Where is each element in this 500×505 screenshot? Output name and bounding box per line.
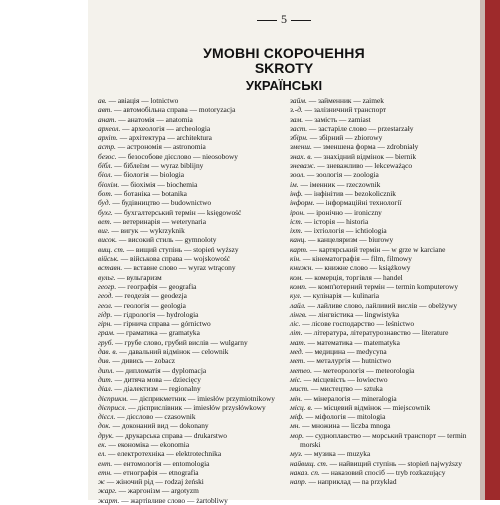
abbreviation-meaning: збірний — zbiorowy — [318, 133, 383, 143]
abbreviation-entry: міф. — міфологія — mitologia — [290, 412, 386, 422]
abbreviation-entry: анат. — анатомія — anatomia — [98, 114, 193, 124]
abbreviation-meaning: зменшена форма — zdrobniały — [322, 142, 419, 152]
abbreviation-entry: з.-д. — залізничний транспорт — [290, 105, 387, 115]
abbreviation-term: канц. — [290, 235, 307, 245]
abbreviation-term: муз. — [290, 449, 303, 459]
abbreviation-entry: займ. — займенник — zaimek — [290, 96, 384, 105]
abbreviation-entry: зоол. — зоологія — zoologia — [290, 170, 379, 180]
abbreviation-term: літ. — [290, 328, 303, 338]
abbreviation-entry: дипл. — дипломатія — dyplomacja — [98, 365, 207, 375]
abbreviation-entry: геол. — геологія — geologia — [98, 300, 186, 310]
book-page — [88, 0, 480, 505]
abbreviation-entry: мн. — множина — liczba mnoga — [290, 421, 391, 431]
abbreviation-term: ж — [98, 477, 105, 487]
abbreviation-meaning: дипломатія — dyplomacja — [125, 365, 207, 375]
red-cover-edge — [480, 0, 500, 500]
abbreviation-meaning: безособове дієслово — nieosobowy — [127, 151, 238, 161]
abbreviation-entry: комп. — комп'ютерний термін — termin komputerowy — [290, 281, 459, 291]
abbreviation-entry: дієприкм. — дієприкметник — imiesłów przymiotnikowy — [98, 393, 275, 403]
abbreviation-meaning: книжне слово — książkowy — [324, 263, 411, 273]
cover-edge-shade — [480, 0, 485, 500]
abbreviation-entry: заст. — застаріле слово — przestarzały — [290, 123, 414, 133]
abbreviation-meaning: судноплавство — морський транспорт — termin morski — [300, 430, 467, 449]
abbreviation-entry: ек. — економіка — ekonomia — [98, 439, 190, 449]
abbreviation-entry: книжн. — книжне слово — książkowy — [290, 263, 411, 273]
abbreviation-term: анат. — [98, 114, 117, 124]
abbreviation-entry: збірн. — збірний — zbiorowy — [290, 133, 383, 143]
abbreviation-entry: етн. — етнографія — etnografia — [98, 467, 199, 477]
abbreviation-meaning: біологія — biologia — [123, 170, 185, 180]
abbreviation-meaning: зоологія — zoologia — [316, 170, 379, 180]
abbreviation-entry: мат. — математика — matematyka — [290, 337, 400, 347]
abbreviation-term: біохім. — [98, 179, 120, 189]
abbreviation-entry: груб. — грубе слово, грубий вислів — wulgarny — [98, 337, 248, 347]
abbreviation-meaning: геодезія — geodezja — [124, 291, 187, 301]
abbreviation-entry: мет. — металургія — hutnictwo — [290, 356, 392, 366]
abbreviation-meaning: етнографія — etnografia — [123, 467, 199, 477]
abbreviation-entry: вет. — ветеринарія — weterynaria — [98, 216, 207, 226]
abbreviation-term: найвищ. ст. — [290, 458, 328, 468]
abbreviation-term: військ. — [98, 254, 119, 264]
abbreviation-entry: лінгв. — лінгвістика — lingwistyka — [290, 309, 400, 319]
abbreviation-entry: муз. — музика — muzyka — [290, 449, 371, 459]
abbreviation-term: жарт. — [98, 495, 120, 505]
abbreviation-meaning: медицина — medycyna — [314, 347, 387, 357]
abbreviation-term: дієприсл. — [98, 402, 127, 412]
abbreviation-entry: зменш. — зменшена форма — zdrobniały — [290, 142, 419, 152]
abbreviation-entry: іхт. — іхтіологія — ichtiologia — [290, 226, 387, 236]
abbreviation-meaning: жаргонізм — argotyzm — [127, 486, 199, 496]
abbreviation-term: дієприкм. — [98, 393, 129, 403]
abbreviation-meaning: бухгалтерський термін — księgowość — [123, 207, 242, 217]
abbreviation-meaning: анатомія — anatomia — [127, 114, 193, 124]
abbreviation-term: наказ. сп. — [290, 467, 320, 477]
abbreviation-entry: ж — жіночий рід — rodzaj żeński — [98, 477, 204, 487]
abbreviation-term: лайл. — [290, 300, 306, 310]
abbreviation-meaning: вульгаризм — [126, 272, 162, 282]
abbreviation-meaning: картярський термін — w grze w karciane — [318, 244, 446, 254]
abbreviation-entry: дав. в. — давальний відмінок — celownik — [98, 347, 229, 357]
abbreviation-term: книжн. — [290, 263, 314, 273]
abbreviation-term: етн. — [98, 467, 113, 477]
abbreviation-term: ірон. — [290, 207, 305, 217]
abbreviation-meaning: інформаційні технології — [325, 198, 402, 208]
abbreviation-entry: літ. — література, літературознавство — literature — [290, 328, 449, 338]
abbreviation-entry: військ. — військова справа — wojskowość — [98, 254, 231, 264]
abbreviation-term: мат. — [290, 337, 306, 347]
left-column — [98, 96, 286, 505]
abbreviation-term: грам. — [98, 328, 115, 338]
abbreviation-entry: зневаж. — зневажливо — lekceważąco — [290, 161, 413, 171]
page-number-dash-left — [257, 20, 277, 21]
abbreviation-entry: кул. — кулінарія — kulinaria — [290, 291, 380, 301]
abbreviation-meaning: вигук — wykrzyknik — [120, 226, 185, 236]
abbreviation-term: метео. — [290, 365, 312, 375]
abbreviation-meaning: дивись — zobacz — [121, 356, 176, 366]
abbreviation-entry: ент. — ентомологія — entomologia — [98, 458, 210, 468]
abbreviation-entry: біохім. — біохімія — biochemia — [98, 179, 198, 189]
abbreviation-meaning: математика — matematyka — [316, 337, 400, 347]
abbreviation-term: ел. — [98, 449, 107, 459]
abbreviation-meaning: ентомологія — entomologia — [123, 458, 210, 468]
abbreviation-entry: безос. — безособове дієслово — nieosobowy — [98, 151, 238, 161]
abbreviation-meaning: географія — geografia — [127, 281, 197, 291]
abbreviation-term: гідр. — [98, 309, 113, 319]
abbreviation-term: займ. — [290, 96, 307, 105]
abbreviation-meaning: комерція, торгівля — handel — [314, 272, 403, 282]
abbreviation-entry: напр. — наприклад — na przykład — [290, 477, 397, 487]
abbreviation-meaning: біохімія — biochemia — [130, 179, 198, 189]
abbreviation-meaning: давальний відмінок — celownik — [128, 347, 229, 357]
abbreviation-term: док. — [98, 421, 111, 431]
page-number-value: 5 — [281, 12, 287, 26]
abbreviation-meaning: займенник — zaimek — [317, 96, 384, 105]
abbreviation-entry: діал. — діалектизм — regionalny — [98, 384, 201, 394]
abbreviation-entry: астр. — астрономія — astronomia — [98, 142, 206, 152]
abbreviation-term: висок. — [98, 235, 117, 245]
abbreviation-term: зневаж. — [290, 161, 316, 171]
abbreviation-term: геогр. — [98, 281, 117, 291]
abbreviation-meaning: замість — zamiast — [314, 114, 371, 124]
abbreviation-meaning: канцеляризм — biurowy — [317, 235, 394, 245]
abbreviation-term: мед. — [290, 347, 304, 357]
abbreviation-meaning: граматика — gramatyka — [125, 328, 200, 338]
abbreviation-term: інф. — [290, 188, 303, 198]
right-column — [290, 96, 478, 486]
abbreviation-term: заст. — [290, 123, 308, 133]
abbreviation-entry: див. — дивись — zobacz — [98, 356, 176, 366]
abbreviation-entry: інформ. — інформаційні технології — [290, 198, 402, 208]
abbreviation-term: бот. — [98, 188, 113, 198]
abbreviation-term: вставн. — [98, 263, 123, 273]
abbreviation-entry: найвищ. ст. — найвищий ступінь — stopień najwyższy — [290, 458, 462, 468]
abbreviation-entry: док. — доконаний вид — dokonany — [98, 421, 209, 431]
abbreviation-term: виг. — [98, 226, 110, 236]
abbreviation-meaning: авіація — lotnictwo — [117, 96, 179, 105]
abbreviation-term: археол. — [98, 123, 121, 133]
abbreviation-meaning: грубе слово, грубий вислів — wulgarny — [124, 337, 248, 347]
abbreviation-entry: ліс. — лісове господарство — leśnictwo — [290, 319, 415, 329]
abbreviation-meaning: дієприслівник — imiesłów przysłówkowy — [137, 402, 266, 412]
heading-block — [88, 46, 480, 76]
abbreviation-term: напр. — [290, 477, 307, 487]
abbreviation-meaning: гідрологія — hydrologia — [123, 309, 199, 319]
abbreviation-meaning: геологія — geologia — [123, 300, 186, 310]
abbreviation-entry: знах. в. — знахідний відмінок — biernik — [290, 151, 417, 161]
abbreviation-term: груб. — [98, 337, 114, 347]
abbreviation-term: ек. — [98, 439, 107, 449]
abbreviation-meaning: доконаний вид — dokonany — [121, 421, 209, 431]
abbreviation-meaning: зневажливо — lekceważąco — [326, 161, 413, 171]
abbreviation-meaning: лайливе слово, лайливий вислів — obelżywy — [316, 300, 458, 310]
abbreviation-term: міс. — [290, 374, 302, 384]
abbreviation-term: ент. — [98, 458, 113, 468]
abbreviation-term: гірн. — [98, 319, 113, 329]
abbreviation-entry: ім. — іменник — rzeczownik — [290, 179, 381, 189]
abbreviation-term: мн. — [290, 421, 301, 431]
abbreviation-entry: дієсл. — дієслово — czasownik — [98, 412, 196, 422]
abbreviation-entry: наказ. сп. — наказовий спосіб — tryb rozkazujący — [290, 467, 446, 477]
abbreviation-meaning: найвищий ступінь — stopień najwyższy — [338, 458, 462, 468]
abbreviation-term: комп. — [290, 281, 307, 291]
abbreviation-term: дав. в. — [98, 347, 118, 357]
abbreviation-entry: канц. — канцеляризм — biurowy — [290, 235, 394, 245]
abbreviation-term: дієсл. — [98, 412, 116, 422]
abbreviation-term: ав. — [98, 96, 107, 105]
page-number — [88, 12, 480, 27]
abbreviation-meaning: дієприкметник — imiesłów przymiotnikowy — [139, 393, 275, 403]
abbreviation-meaning: кінематографія — film, filmowy — [312, 254, 412, 264]
abbreviation-meaning: література, літературознавство — literature — [313, 328, 449, 338]
abbreviation-term: збірн. — [290, 133, 308, 143]
abbreviation-term: астр. — [98, 142, 116, 152]
abbreviation-meaning: іронічно — ironiczny — [316, 207, 382, 217]
abbreviation-meaning: біблеїзм — wyraz biblijny — [123, 161, 204, 171]
abbreviation-meaning: місцевість — łowiectwo — [313, 374, 388, 384]
abbreviation-entry: висок. — високий стиль — gymnoloty — [98, 235, 217, 245]
abbreviation-term: безос. — [98, 151, 117, 161]
abbreviation-entry: дієприсл. — дієприслівник — imiesłów przysłówkowy — [98, 402, 266, 412]
abbreviation-term: бухг. — [98, 207, 113, 217]
abbreviation-meaning: історія — historia — [313, 216, 369, 226]
abbreviation-term: вет. — [98, 216, 112, 226]
abbreviation-entry: лайл. — лайливе слово, лайливий вислів — obelżywy — [290, 300, 458, 310]
abbreviation-term: кін. — [290, 254, 302, 264]
abbreviation-entry: гірн. — гірнича справа — górnictwo — [98, 319, 211, 329]
abbreviation-term: мор. — [290, 430, 304, 440]
abbreviation-meaning: музика — muzyka — [313, 449, 371, 459]
abbreviation-meaning: наприклад — na przykład — [317, 477, 397, 487]
abbreviation-entry: ел. — електротехніка — elektrotechnika — [98, 449, 222, 459]
abbreviation-entry: біол. — біологія — biologia — [98, 170, 185, 180]
abbreviation-entry: міс. — місцевість — łowiectwo — [290, 374, 388, 384]
abbreviation-entry: архіт. — архітектура — architektura — [98, 133, 212, 143]
abbreviation-term: іст. — [290, 216, 303, 226]
abbreviation-entry: метео. — метеорологія — meteorologia — [290, 365, 415, 375]
abbreviation-entry: геод. — геодезія — geodezja — [98, 291, 187, 301]
abbreviation-entry: жарг. — жаргонізм — argotyzm — [98, 486, 199, 496]
abbreviation-entry: мист. — мистецтво — sztuka — [290, 384, 383, 394]
abbreviation-entry: мед. — медицина — medycyna — [290, 347, 387, 357]
abbreviation-meaning: міфологія — mitologia — [314, 412, 386, 422]
abbreviation-term: ім. — [290, 179, 299, 189]
abbreviation-term: інформ. — [290, 198, 315, 208]
abbreviation-term: кул. — [290, 291, 302, 301]
abbreviation-entry: кін. — кінематографія — film, filmowy — [290, 254, 412, 264]
abbreviation-meaning: мінералогія — mineralogia — [313, 393, 397, 403]
abbreviation-meaning: автомобільна справа — motoryzacja — [123, 105, 236, 115]
abbreviation-meaning: жартівливе слово — żartobliwy — [130, 495, 228, 505]
abbreviation-term: геод. — [98, 291, 114, 301]
abbreviation-entry: вульг. — вульгаризм — [98, 272, 162, 282]
section-heading: УКРАЇНСЬКІ — [245, 78, 323, 93]
abbreviation-entry: мор. — судноплавство — морський транспорт — termin morski — [290, 430, 467, 449]
abbreviation-term: бібл. — [98, 161, 113, 171]
abbreviation-term: діал. — [98, 384, 113, 394]
abbreviation-entry: інф. — інфінітив — bezokolicznik — [290, 188, 396, 198]
abbreviation-meaning: множина — liczba mnoga — [311, 421, 391, 431]
abbreviation-entry: ав. — авіація — lotnictwo — [98, 96, 179, 105]
abbreviation-term: зменш. — [290, 142, 312, 152]
abbreviation-term: лінгв. — [290, 309, 307, 319]
abbreviation-entry: іст. — історія — historia — [290, 216, 369, 226]
abbreviation-term: біол. — [98, 170, 113, 180]
abbreviation-entry: мін. — мінералогія — mineralogia — [290, 393, 397, 403]
abbreviation-meaning: дієслово — czasownik — [126, 412, 196, 422]
abbreviation-meaning: металургія — hutnictwo — [316, 356, 392, 366]
abbreviation-meaning: ветеринарія — weterynaria — [122, 216, 207, 226]
abbreviation-entry: геогр. — географія — geografia — [98, 281, 197, 291]
abbreviation-entry: вставн. — вставне слово — wyraz wtrącony — [98, 263, 236, 273]
abbreviation-entry: друк. — друкарська справа — drukarstwo — [98, 430, 228, 440]
abbreviation-meaning: електротехніка — elektrotechnika — [117, 449, 222, 459]
abbreviation-term: жарг. — [98, 486, 117, 496]
abbreviation-entry: бухг. — бухгалтерський термін — księgowość — [98, 207, 242, 217]
abbreviation-meaning: дитяча мова — dziecięcy — [123, 374, 201, 384]
abbreviation-term: буд. — [98, 198, 111, 208]
abbreviation-term: друк. — [98, 430, 114, 440]
abbreviation-entry: виг. — вигук — wykrzyknik — [98, 226, 185, 236]
abbreviation-entry: ірон. — іронічно — ironiczny — [290, 207, 382, 217]
abbreviation-meaning: високий стиль — gymnoloty — [128, 235, 217, 245]
abbreviation-term: зам. — [290, 114, 304, 124]
abbreviation-meaning: ботаніка — botanika — [123, 188, 187, 198]
abbreviation-meaning: вищий ступінь — stopień wyższy — [135, 244, 239, 254]
abbreviation-entry: бот. — ботаніка — botanika — [98, 188, 187, 198]
abbreviation-term: зоол. — [290, 170, 306, 180]
abbreviation-term: міф. — [290, 412, 304, 422]
abbreviation-term: з.-д. — [290, 105, 303, 115]
abbreviation-meaning: знахідний відмінок — biernik — [323, 151, 417, 161]
abbreviation-meaning: комп'ютерний термін — termin komputerowy — [317, 281, 459, 291]
abbreviation-meaning: будівництво — budownictwo — [121, 198, 212, 208]
abbreviation-meaning: наказовий спосіб — tryb rozkazujący — [330, 467, 446, 477]
abbreviation-term: мет. — [290, 356, 306, 366]
page-number-dash-right — [291, 20, 311, 21]
abbreviation-entry: карт. — картярський термін — w grze w karciane — [290, 244, 446, 254]
abbreviation-meaning: археологія — archeologia — [131, 123, 211, 133]
abbreviation-meaning: діалектизм — regionalny — [123, 384, 201, 394]
abbreviation-meaning: жіночий рід — rodzaj żeński — [115, 477, 204, 487]
abbreviation-meaning: друкарська справа — drukarstwo — [125, 430, 228, 440]
abbreviation-meaning: вставне слово — wyraz wtrącony — [133, 263, 236, 273]
abbreviation-term: авт. — [98, 105, 113, 115]
abbreviation-meaning: застаріле слово — przestarzały — [318, 123, 414, 133]
abbreviation-term: мін. — [290, 393, 303, 403]
abbreviation-term: місц. в. — [290, 402, 313, 412]
abbreviation-entry: зам. — замість — zamiast — [290, 114, 371, 124]
abbreviation-term: дит. — [98, 374, 113, 384]
abbreviation-term: іхт. — [290, 226, 303, 236]
abbreviation-entry: археол. — археологія — archeologia — [98, 123, 211, 133]
abbreviation-term: ліс. — [290, 319, 301, 329]
abbreviation-entry: жарт. — жартівливе слово — żartobliwy — [98, 495, 228, 505]
abbreviation-meaning: інфінітив — bezokolicznik — [313, 188, 396, 198]
abbreviation-term: див. — [98, 356, 111, 366]
abbreviation-term: вульг. — [98, 272, 116, 282]
abbreviation-term: знах. в. — [290, 151, 313, 161]
abbreviation-meaning: гірнича справа — górnictwo — [123, 319, 211, 329]
abbreviation-entry: дит. — дитяча мова — dziecięcy — [98, 374, 201, 384]
abbreviation-meaning: лінгвістика — lingwistyka — [317, 309, 400, 319]
abbreviation-meaning: іменник — rzeczownik — [309, 179, 381, 189]
abbreviation-entry: ком. — комерція, торгівля — handel — [290, 272, 403, 282]
abbreviation-meaning: іхтіологія — ichtiologia — [313, 226, 387, 236]
abbreviation-entry: місц. в. — місцевий відмінок — miejscownik — [290, 402, 431, 412]
abbreviation-entry: грам. — граматика — gramatyka — [98, 328, 200, 338]
abbreviation-meaning: кулінарія — kulinaria — [312, 291, 380, 301]
abbreviation-term: карт. — [290, 244, 308, 254]
abbreviation-entry: буд. — будівництво — budownictwo — [98, 198, 212, 208]
abbreviation-term: вищ. ст. — [98, 244, 125, 254]
abbreviation-term: архіт. — [98, 133, 118, 143]
abbreviation-meaning: економіка — ekonomia — [117, 439, 190, 449]
abbreviation-entry: бібл. — біблеїзм — wyraz biblijny — [98, 161, 204, 171]
abbreviation-term: дипл. — [98, 365, 115, 375]
abbreviation-meaning: місцевий відмінок — miejscownik — [323, 402, 431, 412]
abbreviation-term: геол. — [98, 300, 113, 310]
abbreviation-entry: вищ. ст. — вищий ступінь — stopień wyższy — [98, 244, 239, 254]
abbreviation-term: ком. — [290, 272, 304, 282]
abbreviation-meaning: астрономія — astronomia — [126, 142, 206, 152]
abbreviation-meaning: залізничний транспорт — [313, 105, 387, 115]
page-subtitle: SKROTY — [254, 60, 314, 76]
abbreviation-entry: гідр. — гідрологія — hydrologia — [98, 309, 199, 319]
abbreviation-term: мист. — [290, 384, 309, 394]
abbreviation-entry: авт. — автомобільна справа — motoryzacja — [98, 105, 236, 115]
abbreviation-meaning: архітектура — architektura — [128, 133, 212, 143]
abbreviation-meaning: лісове господарство — leśnictwo — [311, 319, 415, 329]
abbreviation-meaning: військова справа — wojskowość — [130, 254, 231, 264]
abbreviation-meaning: метеорологія — meteorologia — [323, 365, 415, 375]
abbreviation-meaning: мистецтво — sztuka — [320, 384, 383, 394]
page-title: УМОВНІ СКОРОЧЕННЯ — [203, 45, 365, 61]
